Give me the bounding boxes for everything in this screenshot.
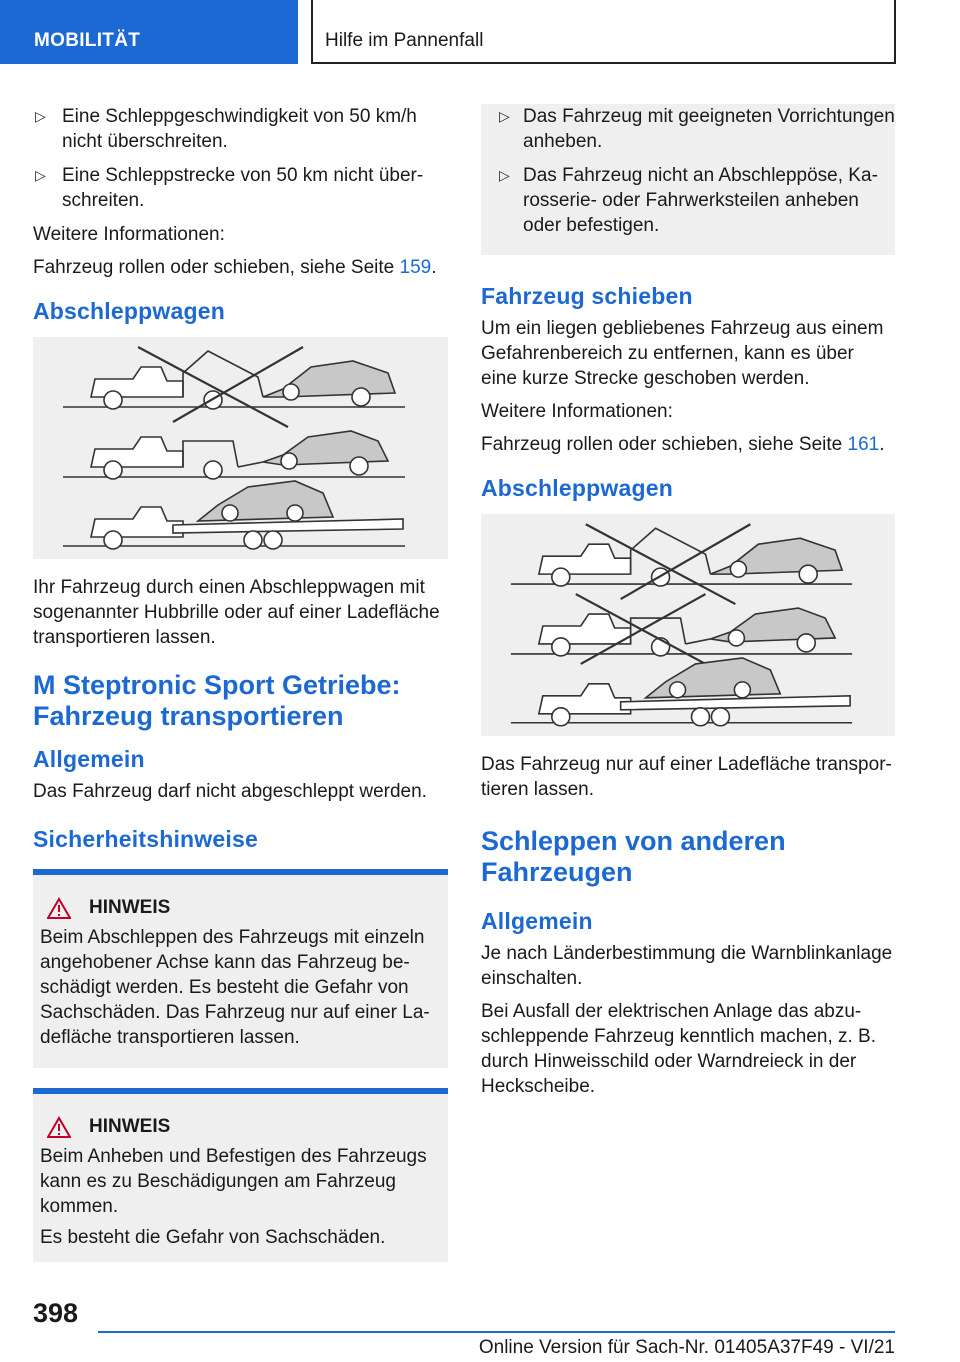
tow-caption: Ihr Fahrzeug durch einen Abschleppwagen mit sogenannter Hubbrille oder auf einer Ladefläche transportieren lassen. [33,577,440,648]
triangle-bullet-icon: ▷ [35,108,46,124]
page-link[interactable]: 161 [847,434,880,455]
push-text: Um ein liegen gebliebenes Fahrzeug aus einem Gefahrenbereich zu entfernen, kann es über eine kurze Strecke geschoben werden. [481,318,884,389]
page-link[interactable]: 159 [399,257,432,278]
tow-truck-diagram [33,337,448,559]
lift-bullet-list [497,104,895,238]
general-text: Das Fahrzeug darf nicht abgeschleppt werden. [33,781,427,802]
info-label: Weitere Informationen: [481,401,673,422]
note-text: Beim Abschleppen des Fahrzeugs mit einzeln angehobener Achse kann das Fahrzeug beschädigt werden. Es besteht die Gefahr von Sachschäden. Das Fahrzeug nur auf einer Ladefläche transportieren lassen. [40,927,430,1048]
note-continuation-box [481,104,895,255]
note-text: Es besteht die Gefahr von Sachschäden. [40,1227,386,1248]
note-box [33,1088,448,1262]
note-title: HINWEIS [89,1116,171,1137]
section-tab [0,0,298,64]
triangle-bullet-icon: ▷ [499,167,510,183]
list-item: ▷ Eine Schleppstrecke von 50 km nicht überschreiten. [35,165,424,211]
list-item: ▷ Das Fahrzeug mit geeigneten Vorrichtungen anheben. [499,106,895,152]
note-box [33,869,448,1068]
list-item: ▷ Das Fahrzeug nicht an Abschleppöse, Karosserie- oder Fahrwerksteilen anheben oder befestigen. [499,165,878,236]
tow-truck-diagram [481,514,895,736]
triangle-bullet-icon: ▷ [35,167,46,183]
heading-safety: Sicherheitshinweise [33,826,258,852]
list-item: ▷ Eine Schleppgeschwindigkeit von 50 km/h nicht überschreiten. [35,106,417,152]
tow-truck-illustration [481,514,895,736]
general-text: Je nach Länderbestimmung die Warnblinkanlage einschalten. [481,943,893,989]
heading-general: Allgemein [481,908,593,934]
info-label: Weitere Informationen: [33,224,225,245]
right-column [481,104,895,1107]
footer-divider [98,1331,895,1333]
heading-general: Allgemein [33,746,145,772]
cross-reference: Fahrzeug rollen oder schieben, siehe Seite 159. [33,257,437,278]
heading-tow-truck: Abschleppwagen [33,298,225,324]
heading-transport: M Steptronic Sport Getriebe: Fahrzeug transportieren [33,670,401,731]
heading-push: Fahrzeug schieben [481,283,693,309]
footer-version: Online Version für Sach-Nr. 01405A37F49 - VI/21 [478,1337,895,1358]
note-title: HINWEIS [89,897,171,918]
warning-triangle-icon [47,897,71,919]
triangle-bullet-icon: ▷ [499,108,510,124]
tow-truck-illustration [33,337,448,559]
chapter-title: Hilfe im Pannenfall [325,30,484,51]
chapter-tab [311,0,896,64]
page-number: 398 [33,1298,79,1328]
speed-bullet-list [33,104,448,213]
note-text: Beim Anheben und Befestigen des Fahrzeugs kann es zu Beschädigungen am Fahrzeug kommen. [40,1146,427,1217]
general-text: Bei Ausfall der elektrischen Anlage das abzuschleppende Fahrzeug kenntlich machen, z. B. durch Hinweisschild oder Warndreieck in der Heckscheibe. [481,1001,877,1097]
warning-triangle-icon [47,1116,71,1138]
heading-tow-other: Schleppen von anderen Fahrzeugen [481,826,786,887]
left-column [33,104,448,1262]
cross-reference: Fahrzeug rollen oder schieben, siehe Seite 161. [481,434,885,455]
heading-tow-truck: Abschleppwagen [481,475,673,501]
tow-caption: Das Fahrzeug nur auf einer Ladefläche transportieren lassen. [481,754,892,800]
section-title: MOBILITÄT [34,30,141,51]
